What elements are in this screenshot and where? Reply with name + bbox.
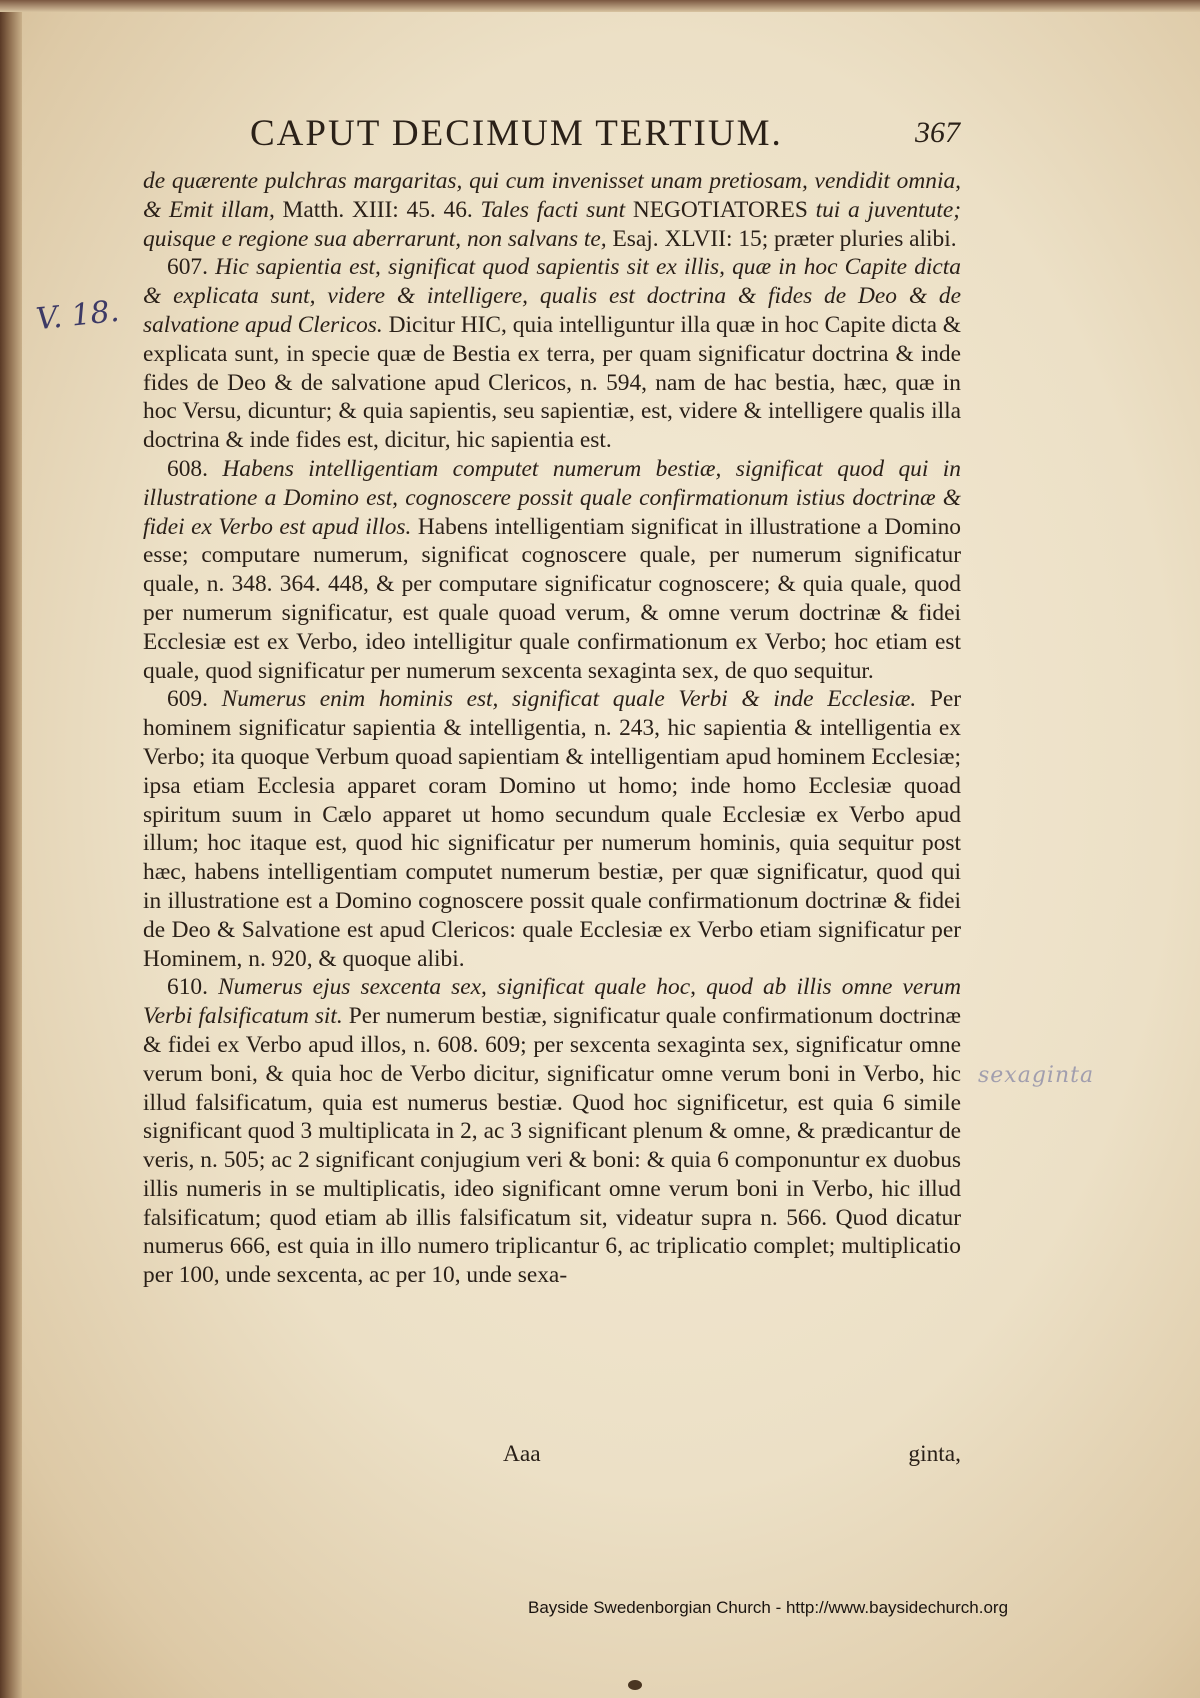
italic-text-segment: Hic sapientia est, significat quod sapientis sit ex illis, quæ in hoc Capite dicta & explicata sunt, videre & intelligere, qualis est doctrina & fides de Deo & de salvatione apud Clericos.: [143, 254, 962, 338]
paragraph-608: [143, 455, 961, 685]
text-segment: Esaj. XLVII: 15; præter pluries alibi.: [606, 225, 957, 252]
italic-text-segment: Tales facti sunt: [480, 196, 626, 223]
text-segment: 609.: [167, 686, 222, 713]
text-segment: Dicitur HIC, quia intelliguntur illa quæ in hoc Capite dicta & explicata sunt, in specie quæ de Bestia ex terra, per quam significatur doctrina & inde fides de Deo & de salvatione apud Clericos, n. 594, nam de hac bestia, hæc, quæ in hoc Versu, dicuntur; & quia sapientis, seu sapientiæ, est, videre & intelligere qualis illa doctrina & inde fides est, dicitur, hic sapientia est.: [143, 311, 961, 454]
italic-text-segment: Numerus ejus sexcenta sex, significat quale hoc, quod ab illis omne verum Verbi falsificatum sit.: [143, 974, 962, 1030]
page-header: [120, 108, 960, 158]
paragraph-610: [143, 973, 961, 1290]
running-title: CAPUT DECIMUM TERTIUM.: [250, 113, 783, 154]
body-text: [143, 167, 961, 1290]
italic-text-segment: Numerus enim hominis est, significat quale Verbi & inde Ecclesiæ.: [221, 686, 917, 713]
text-segment: NEGOTIATORES: [625, 196, 816, 223]
text-segment: Habens intelligentiam significat in illustratione a Domino esse; computare numerum, significat cognoscere quale, per numerum significatur quale, n. 348. 364. 448, & per computare significatur cognoscere; & quia quale, quod per numerum significatur, est quale quoad verum, & omne verum doctrinæ & fidei Ecclesiæ est ex Verbo, ideo intelligitur quale confirmationum ex Verbo; hoc etiam est quale, quod significatur per numerum sexcenta sexaginta sex, de quo sequitur.: [143, 513, 961, 684]
text-segment: 607.: [167, 254, 216, 281]
paragraph-intro: [143, 167, 961, 253]
catchword: ginta,: [908, 1441, 961, 1467]
page-number: 367: [915, 116, 960, 149]
signature-mark: Aaa: [503, 1441, 541, 1467]
italic-text-segment: tui a juventute; quisque e regione sua aberrarunt, non salvans te,: [143, 196, 961, 252]
text-segment: 608.: [167, 455, 223, 482]
text-segment: 610.: [167, 974, 219, 1001]
text-segment: Per numerum bestiæ, significatur quale confirmationum doctrinæ & fidei ex Verbo apud illos, n. 608. 609; per sexcenta sexaginta sex, significatur omne verum boni, & quia hoc de Verbo dicitur, significatur omne verum boni in Verbo, hic illud falsificatum, quia est numerus bestiæ. Quod hoc significetur, est quia 6 simile significant quod 3 multiplicata in 2, ac 3 significant plenum & omne, & prædicantur de veris, n. 505; ac 2 significant conjugium veri & boni: & quia 6 componuntur ex duobus illis numeris in se multiplicatis, ideo significant omne verum boni in Verbo, hic illud falsificatum; quod etiam ab illis falsificatum sit, videatur supra n. 566. Quod dicatur numerus 666, est quia in illo numero triplicantur 6, ac triplicatio complet; multiplicatio per 100, unde sexcenta, ac per 10, unde sexa-: [143, 1003, 961, 1289]
page-footer: [143, 1441, 961, 1471]
paragraph-609: [143, 685, 961, 973]
watermark-text: Bayside Swedenborgian Church - http://www.baysidechurch.org: [528, 1598, 1009, 1617]
italic-text-segment: de quærente pulchras margaritas, qui cum invenisset unam pretiosam, vendidit omnia, & Emit illam,: [143, 168, 961, 223]
margin-note-left: V. 18.: [34, 293, 121, 338]
margin-note-right: sexaginta: [978, 1063, 1095, 1088]
paragraph-607: [143, 253, 961, 455]
page-top-edge: [0, 0, 1200, 12]
text-segment: Per hominem significatur sapientia & intelligentia, n. 243, hic sapientia & intelligentia ex Verbo; ita quoque Verbum quoad sapientiam & intelligentiam apud hominem Ecclesiæ; ipsa etiam Ecclesia apparet coram Domino ut homo; inde homo Ecclesiæ quoad spiritum suum in Cælo apparet ut homo secundum quale Ecclesiæ ex Verbo apud illum; hoc itaque est, quod hic significatur per numerum hominis, quia sequitur post hæc, habens intelligentiam computet numerum bestiæ, per quæ significatur, quod qui in illustratione est a Domino cognoscere possit quale confirmationum doctrinæ & fidei de Deo & Salvatione est apud Clericos: quale Ecclesiæ ex Verbo etiam significatur per Hominem, n. 920, & quoque alibi.: [143, 686, 962, 972]
paper-speck: [628, 1680, 642, 1690]
book-spine-shadow: [0, 0, 22, 1698]
italic-text-segment: Habens intelligentiam computet numerum bestiæ, significat quod qui in illustratione a Domino est, cognoscere possit quale confirmationum istius doctrinæ & fidei ex Verbo est apud illos.: [143, 455, 962, 540]
text-segment: Matth. XIII: 45. 46.: [274, 196, 481, 223]
